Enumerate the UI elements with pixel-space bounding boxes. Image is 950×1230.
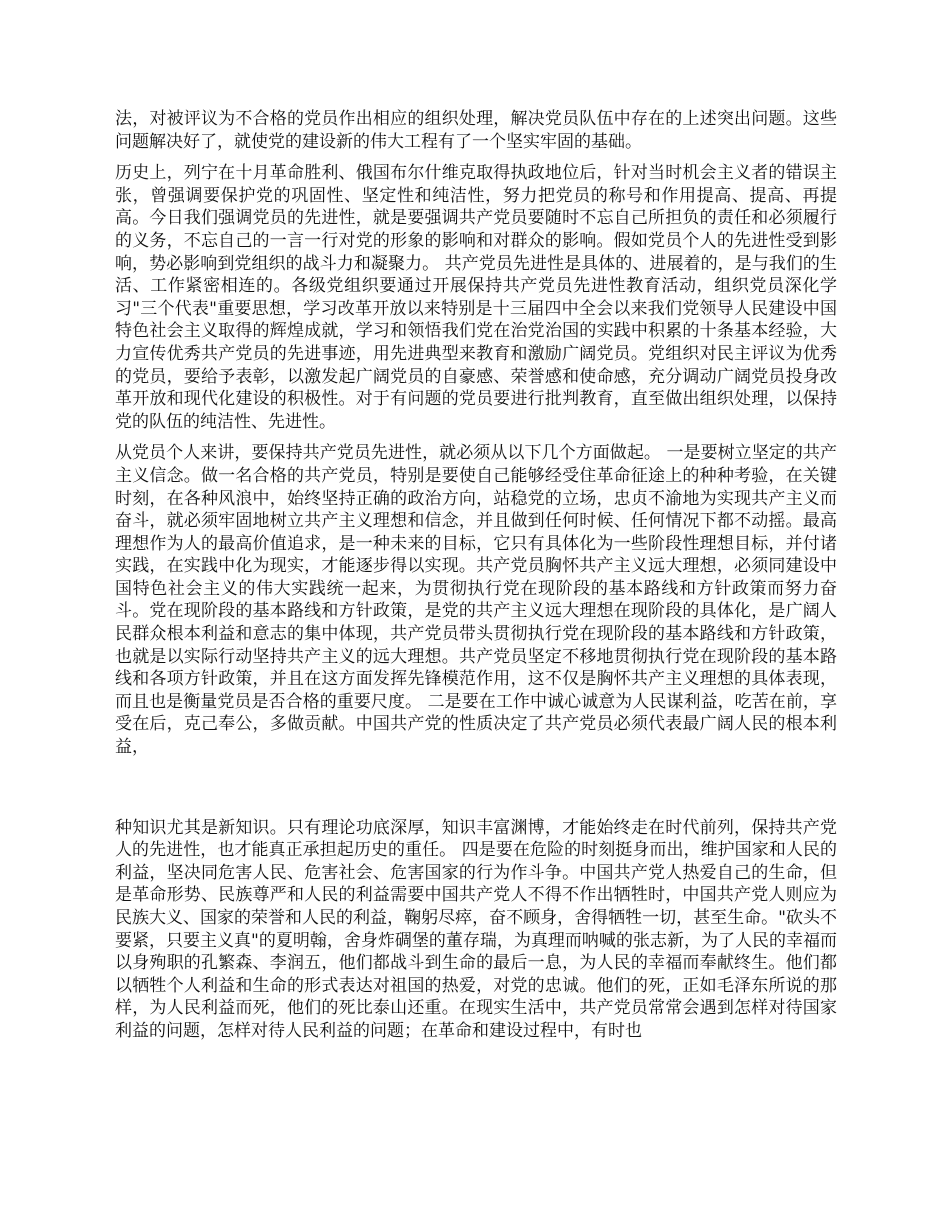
paragraph-3: 从党员个人来讲，要保持共产党员先进性，就必须从以下几个方面做起。 一是要树立坚定的共产主义信念。做一名合格的共产党员，特别是要使自己能够经受住革命征途上的种种考验，在关键时刻，在各种风浪中，始终坚持正确的政治方向，站稳党的立场，忠贞不渝地为实现共产主义而奋斗，就必须牢固地树立共产主义理想和信念，并且做到任何时候、任何情况下都不动摇。最高理想作为人的最高价值追求，是一种未来的目标，它只有具体化为一些阶段性理想目标，并付诸实践，在实践中化为现实，才能逐步得以实现。共产党员胸怀共产主义远大理想，必须同建设中国特色社会主义的伟大实践统一起来，为贯彻执行党在现阶段的基本路线和方针政策而努力奋斗。党在现阶段的基本路线和方针政策，是党的共产主义远大理想在现阶段的具体化，是广阔人民群众根本利益和意志的集中体现，共产党员带头贯彻执行党在现阶段的基本路线和方针政策，也就是以实际行动坚持共产主义的远大理想。共产党员坚定不移地贯彻执行党在现阶段的基本路线和各项方针政策，并且在这方面发挥先锋模范作用，这不仅是胸怀共产主义理想的具体表现，而且也是衡量党员是否合格的重要尺度。 二是要在工作中诚心诚意为人民谋利益，吃苦在前，享受在后，克己奉公，多做贡献。中国共产党的性质决定了共产党员必须代表最广阔人民的根本利益， bbox=[115, 443, 837, 758]
section-gap bbox=[115, 759, 837, 817]
document-page bbox=[115, 108, 837, 1043]
paragraph-gap bbox=[115, 153, 837, 162]
paragraph-2: 历史上，列宁在十月革命胜利、俄国布尔什维克取得执政地位后，针对当时机会主义者的错误主张，曾强调要保护党的巩固性、坚定性和纯洁性，努力把党员的称号和作用提高、提高、再提高。今日我们强调党员的先进性，就是要强调共产党员要随时不忘自己所担负的责任和必须履行的义务，不忘自己的一言一行对党的形象的影响和对群众的影响。假如党员个人的先进性受到影响，势必影响到党组织的战斗力和凝聚力。 共产党员先进性是具体的、进展着的，是与我们的生活、工作紧密相连的。各级党组织要通过开展保持共产党员先进性教育活动，组织党员深化学习"三个代表"重要思想，学习改革开放以来特别是十三届四中全会以来我们党领导人民建设中国特色社会主义取得的辉煌成就，学习和领悟我们党在治党治国的实践中积累的十条基本经验，大力宣传优秀共产党员的先进事迹，用先进典型来教育和激励广阔党员。党组织对民主评议为优秀的党员，要给予表彰，以激发起广阔党员的自豪感、荣誉感和使命感，充分调动广阔党员投身改革开放和现代化建设的积极性。对于有问题的党员要进行批判教育，直至做出组织处理，以保持党的队伍的纯洁性、先进性。 bbox=[115, 163, 837, 432]
paragraph-1: 法，对被评议为不合格的党员作出相应的组织处理，解决党员队伍中存在的上述突出问题。这些问题解决好了，就使党的建设新的伟大工程有了一个坚实牢固的基础。 bbox=[115, 109, 837, 152]
paragraph-4: 种知识尤其是新知识。只有理论功底深厚，知识丰富渊博，才能始终走在时代前列，保持共产党人的先进性，也才能真正承担起历史的重任。 四是要在危险的时刻挺身而出，维护国家和人民的利益，坚决同危害人民、危害社会、危害国家的行为作斗争。中国共产党人热爱自己的生命，但是革命形势、民族尊严和人民的利益需要中国共产党人不得不作出牺牲时，中国共产党人则应为民族大义、国家的荣誉和人民的利益，鞠躬尽瘁，奋不顾身，舍得牺牲一切，甚至生命。"砍头不要紧，只要主义真"的夏明翰，舍身炸碉堡的董存瑞，为真理而呐喊的张志新，为了人民的幸福而以身殉职的孔繁森、李润五，他们都战斗到生命的最后一息，为人民的幸福而奉献终生。他们都以牺牲个人利益和生命的形式表达对祖国的热爱，对党的忠诚。他们的死，正如毛泽东所说的那样，为人民利益而死，他们的死比泰山还重。在现实生活中，共产党员常常会遇到怎样对待国家利益的问题，怎样对待人民利益的问题；在革命和建设过程中，有时也 bbox=[115, 817, 837, 1041]
paragraph-gap bbox=[115, 433, 837, 442]
